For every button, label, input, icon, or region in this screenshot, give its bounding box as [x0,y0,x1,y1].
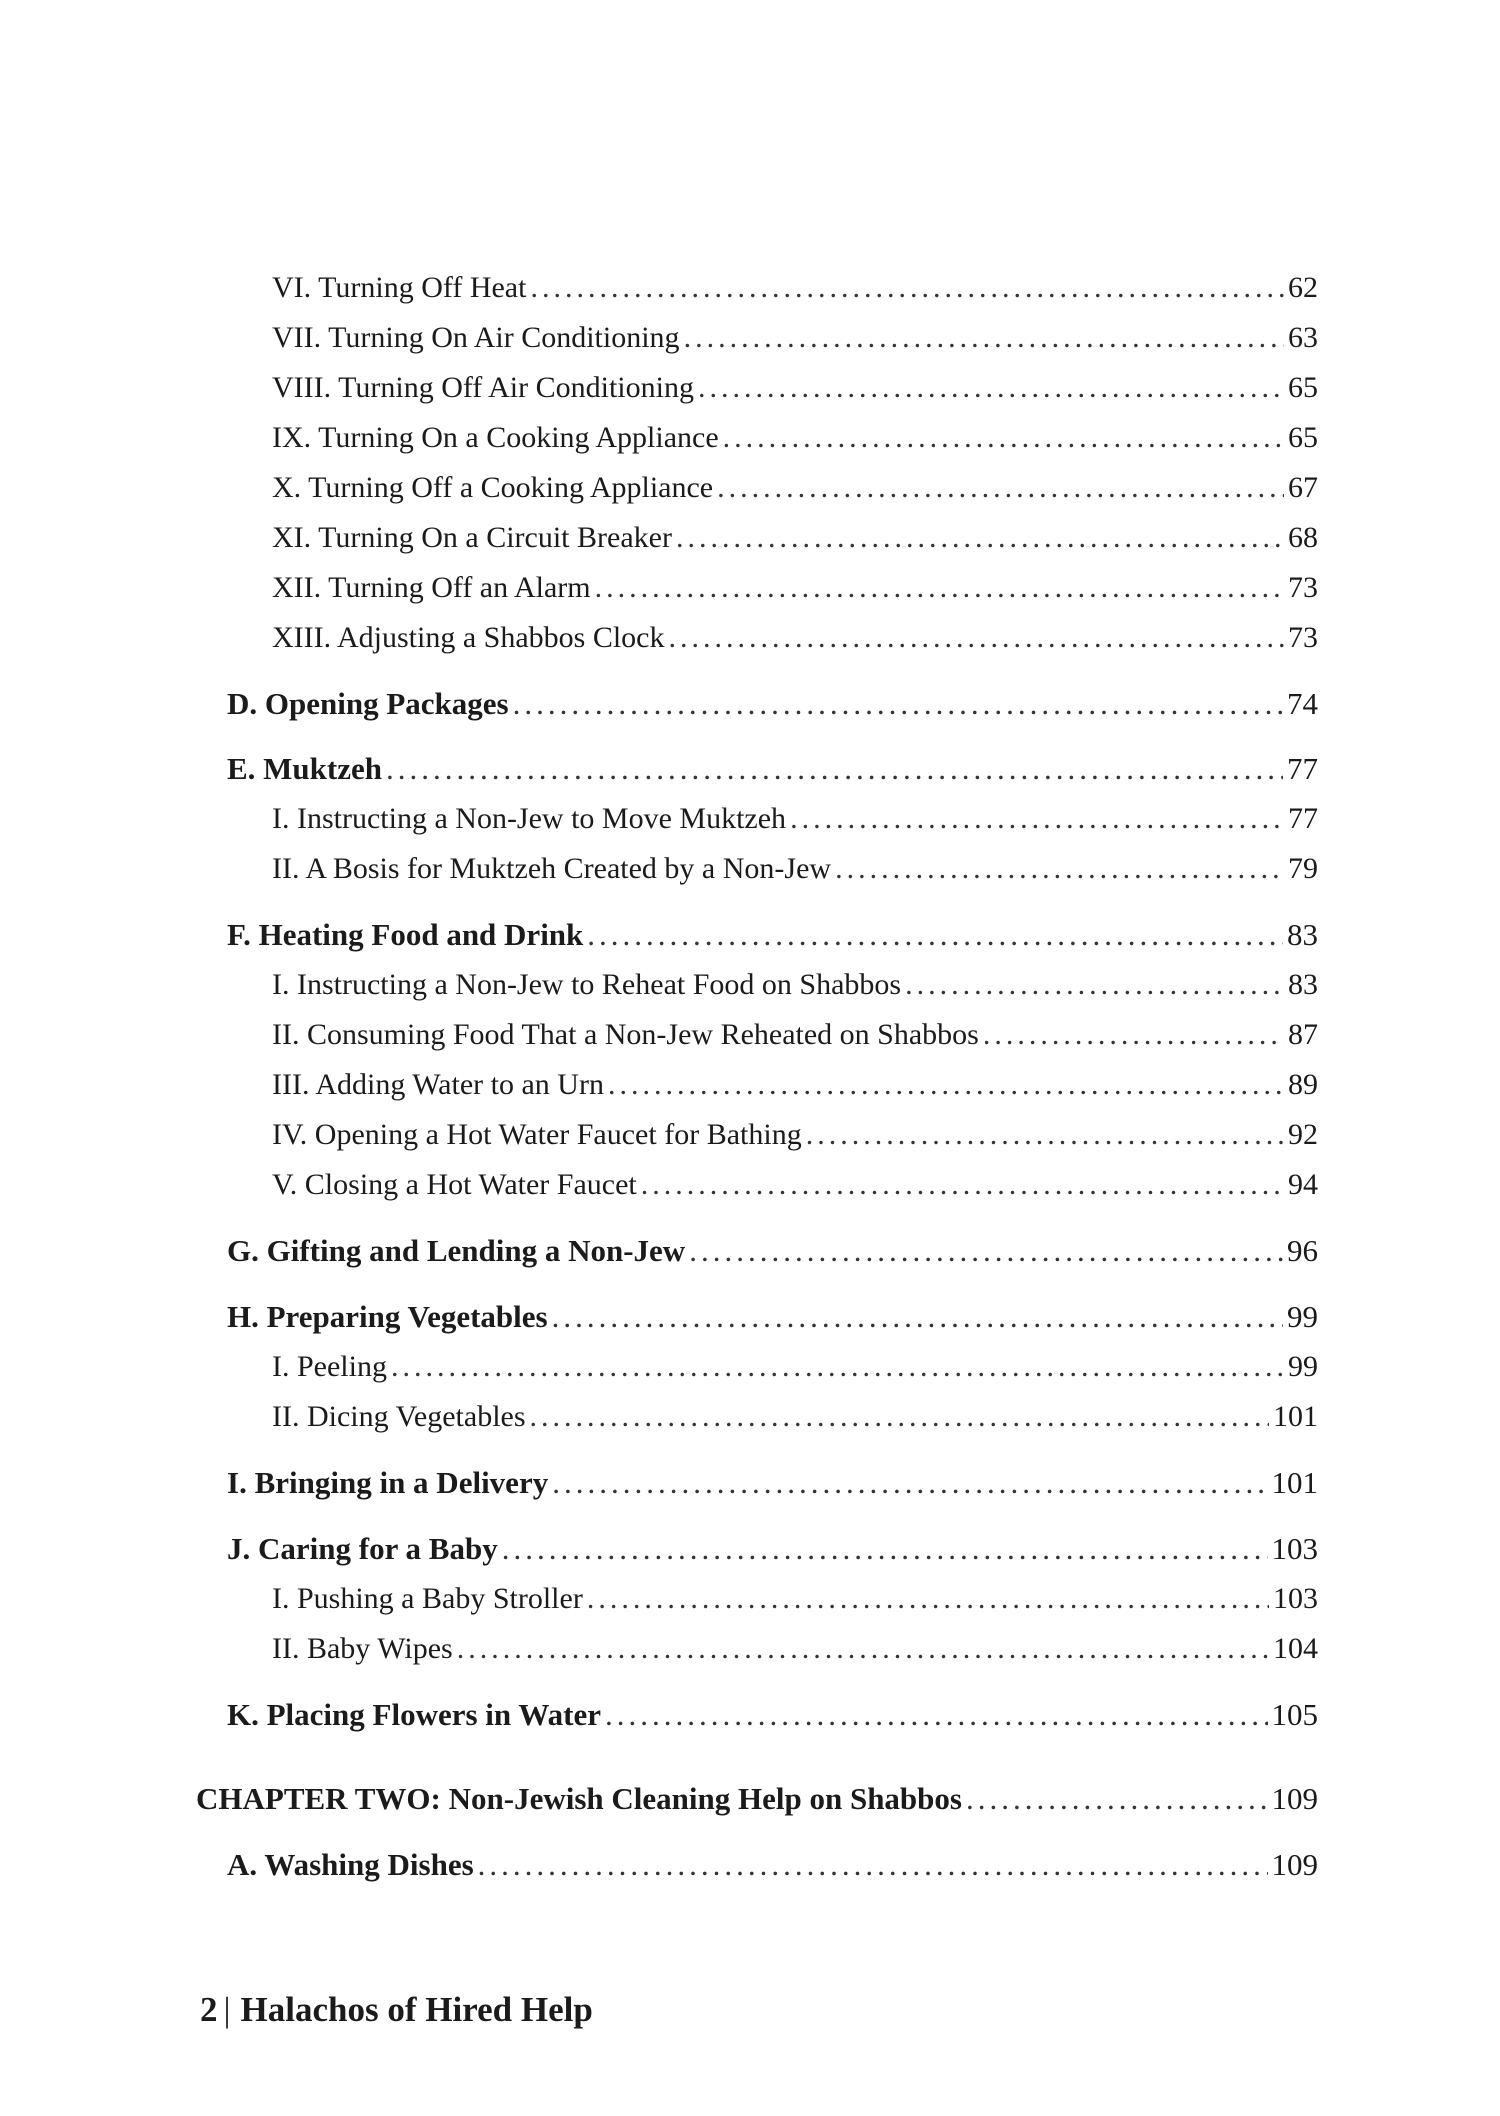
toc-entry-sub [272,1067,1318,1103]
footer-separator: | [223,1990,231,2029]
toc-entry-page-number: 94 [1288,1168,1318,1201]
toc-entry-sec [227,1847,1318,1883]
dot-leader [790,801,1284,837]
toc-entry-sub [272,320,1318,356]
toc-entry-sec [227,1299,1318,1335]
toc-entry-page-number: 79 [1288,852,1318,885]
toc-entry-page-number: 96 [1287,1233,1318,1268]
dot-leader [587,1581,1269,1617]
dot-leader [502,1531,1268,1567]
dot-leader [966,1781,1268,1817]
toc-entry-page-number: 65 [1288,421,1318,454]
dot-leader [552,1299,1283,1335]
toc-entry-title: K. Placing Flowers in Water [227,1697,601,1732]
toc-entry-title: III. Adding Water to an Urn [272,1068,604,1101]
dot-leader [608,1067,1284,1103]
dot-leader [698,370,1284,406]
toc-entry-page-number: 73 [1288,571,1318,604]
toc-entry-title: IV. Opening a Hot Water Faucet for Bathing [272,1118,802,1151]
toc-entry-title: F. Heating Food and Drink [227,917,584,952]
toc-entry-title: CHAPTER TWO: Non-Jewish Cleaning Help on Shabbos [196,1781,962,1816]
dot-leader [391,1349,1284,1385]
dot-leader [513,686,1283,722]
toc-entry-sec [227,686,1318,722]
toc-entry-title: I. Bringing in a Delivery [227,1465,549,1500]
toc-entry-chap [196,1781,1318,1817]
toc-entry-title: XI. Turning On a Circuit Breaker [272,521,672,554]
toc-entry-sec [227,917,1318,953]
toc-entry-sub [272,1017,1318,1053]
toc-entry-page-number: 109 [1271,1847,1318,1882]
toc-entry-title: I. Peeling [272,1350,387,1383]
toc-entry-page-number: 74 [1287,686,1318,721]
dot-leader [457,1631,1269,1667]
dot-leader [905,967,1284,1003]
toc-entry-page-number: 65 [1288,371,1318,404]
toc-entry-page-number: 77 [1287,751,1318,786]
toc-entry-page-number: 99 [1288,1350,1318,1383]
toc-entry-page-number: 103 [1273,1582,1318,1615]
toc-entry-title: A. Washing Dishes [227,1847,474,1882]
toc-entry-sub [272,370,1318,406]
toc-entry-page-number: 101 [1271,1465,1318,1500]
toc-entry-sub [272,1581,1318,1617]
dot-leader [595,570,1284,606]
dot-leader [530,270,1284,306]
toc-entry-sec [227,1531,1318,1567]
toc-entry-title: II. Dicing Vegetables [272,1400,526,1433]
toc-entry-sub [272,420,1318,456]
dot-leader [806,1117,1284,1153]
toc-entry-title: II. Consuming Food That a Non-Jew Reheated on Shabbos [272,1018,979,1051]
dot-leader [676,520,1284,556]
dot-leader [587,917,1283,953]
dot-leader [983,1017,1284,1053]
toc-entry-title: I. Instructing a Non-Jew to Move Muktzeh [272,802,787,835]
toc-entry-sec [227,1465,1318,1501]
toc-entry-page-number: 99 [1287,1299,1318,1334]
dot-leader [530,1399,1269,1435]
toc-entry-title: I. Pushing a Baby Stroller [272,1582,583,1615]
toc-entry-sub [272,1117,1318,1153]
dot-leader [668,620,1284,656]
page-number: 2 [200,1990,218,2029]
toc-entry-sub [272,1631,1318,1667]
toc-entry-title: XII. Turning Off an Alarm [272,571,591,604]
toc-entry-page-number: 105 [1271,1697,1318,1732]
book-title: Halachos of Hired Help [240,1990,593,2029]
toc-entry-title: X. Turning Off a Cooking Appliance [272,471,714,504]
dot-leader [478,1847,1268,1883]
toc-entry-sub [272,1167,1318,1203]
page-footer [200,1990,593,2030]
toc-entry-title: D. Opening Packages [227,686,509,721]
dot-leader [605,1697,1268,1733]
toc-entry-sub [272,801,1318,837]
toc-entry-sub [272,620,1318,656]
dot-leader [717,470,1284,506]
toc-entry-title: VIII. Turning Off Air Conditioning [272,371,694,404]
toc-entry-title: I. Instructing a Non-Jew to Reheat Food on Shabbos [272,968,902,1001]
toc-entry-page-number: 103 [1271,1531,1318,1566]
toc-entry-sub [272,967,1318,1003]
toc-entry-title: H. Preparing Vegetables [227,1299,548,1334]
toc-entry-title: XIII. Adjusting a Shabbos Clock [272,621,665,654]
toc-entry-sub [272,470,1318,506]
toc-entry-page-number: 77 [1288,802,1318,835]
dot-leader [835,851,1284,887]
toc-entry-title: G. Gifting and Lending a Non-Jew [227,1233,686,1268]
toc-entry-title: VI. Turning Off Heat [272,271,527,304]
toc-entry-page-number: 62 [1288,271,1318,304]
toc-entry-sub [272,270,1318,306]
toc-entry-sec [227,1233,1318,1269]
toc-entry-page-number: 83 [1288,968,1318,1001]
toc-entry-page-number: 73 [1288,621,1318,654]
toc-entry-title: II. A Bosis for Muktzeh Created by a Non-Jew [272,852,832,885]
toc-entry-page-number: 68 [1288,521,1318,554]
toc-entry-sec [227,751,1318,787]
toc-entry-title: VII. Turning On Air Conditioning [272,321,680,354]
toc-entry-title: IX. Turning On a Cooking Appliance [272,421,719,454]
toc-entry-sub [272,851,1318,887]
toc-entry-sub [272,1349,1318,1385]
dot-leader [684,320,1284,356]
dot-leader [723,420,1284,456]
toc-entry-page-number: 104 [1273,1632,1318,1665]
toc-entry-page-number: 87 [1288,1018,1318,1051]
toc-entry-page-number: 92 [1288,1118,1318,1151]
toc-entry-page-number: 101 [1273,1400,1318,1433]
toc-entry-sub [272,1399,1318,1435]
dot-leader [386,751,1283,787]
toc-entry-page-number: 83 [1287,917,1318,952]
toc-entry-page-number: 67 [1288,471,1318,504]
dot-leader [641,1167,1284,1203]
toc-entry-sub [272,570,1318,606]
dot-leader [552,1465,1267,1501]
toc-entry-sec [227,1697,1318,1733]
toc-entry-title: E. Muktzeh [227,751,382,786]
toc-entry-page-number: 89 [1288,1068,1318,1101]
dot-leader [689,1233,1283,1269]
toc-entry-sub [272,520,1318,556]
toc-entry-title: V. Closing a Hot Water Faucet [272,1168,637,1201]
toc-entry-page-number: 63 [1288,321,1318,354]
toc-entry-title: J. Caring for a Baby [227,1531,498,1566]
toc-entry-title: II. Baby Wipes [272,1632,453,1665]
toc-entry-page-number: 109 [1271,1781,1318,1816]
